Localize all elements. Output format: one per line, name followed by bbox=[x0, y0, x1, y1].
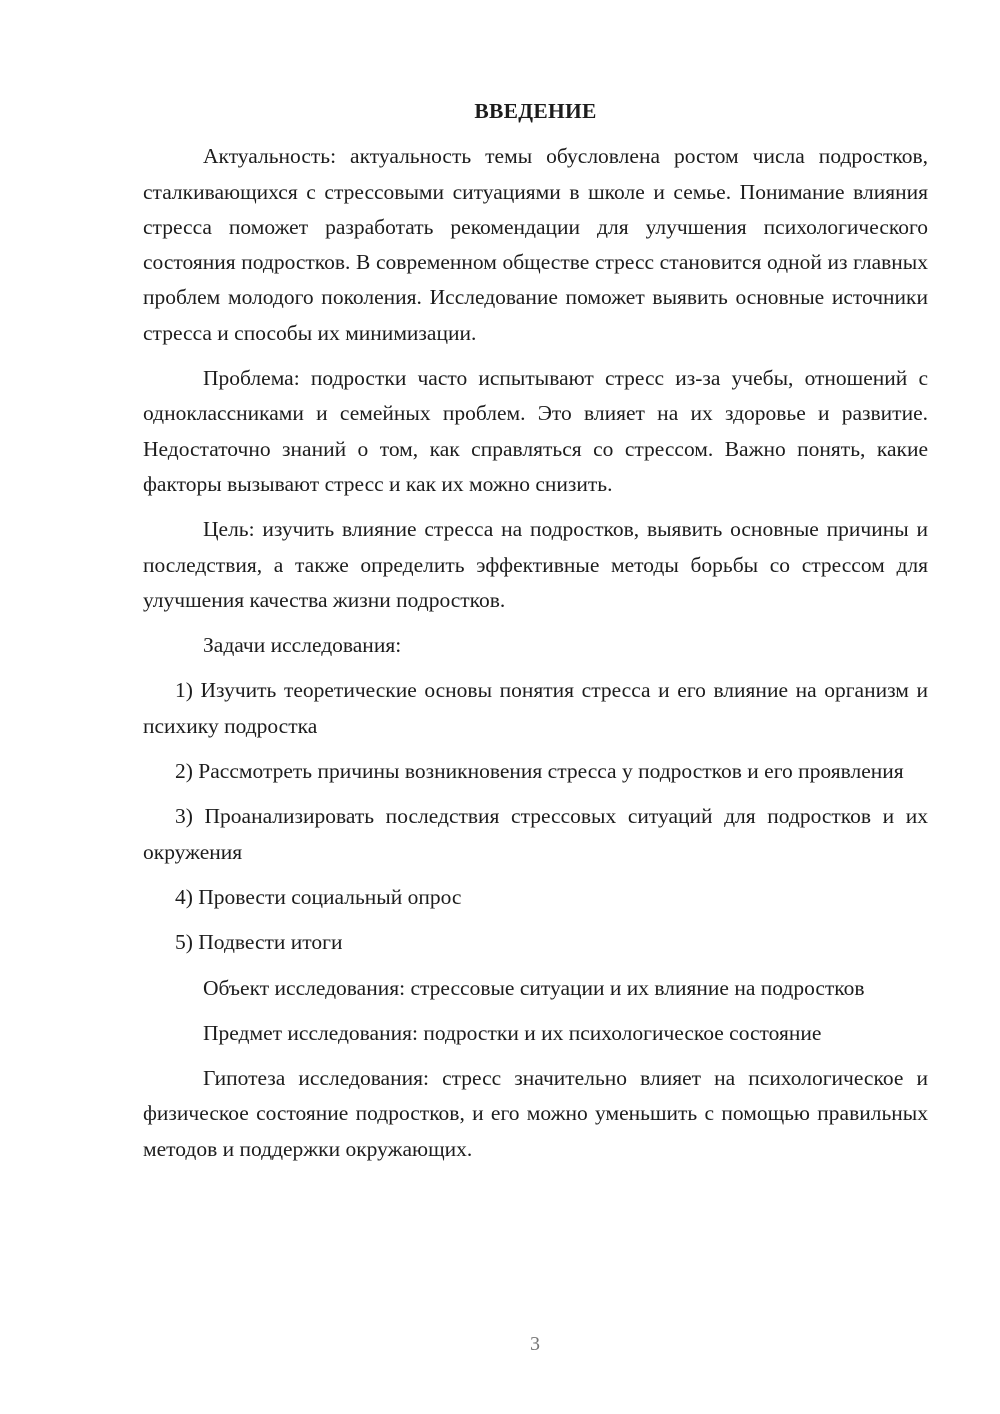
document-page bbox=[143, 94, 928, 1177]
task-item-4: 4) Провести социальный опрос bbox=[175, 884, 462, 909]
paragraph-subject: Предмет исследования: подростки и их психологическое состояние bbox=[203, 1020, 822, 1045]
paragraph-hypothesis: Гипотеза исследования: стресс значительно влияет на психологическое и физическое состояние подростков, и его можно уменьшить с помощью правильных методов и поддержки окружающих. bbox=[143, 1066, 928, 1161]
paragraph-relevance: Актуальность: актуальность темы обусловлена ростом числа подростков, сталкивающихся с стрессовыми ситуациями в школе и семье. Понимание влияния стресса поможет разработать рекомендации для улучшения психологического состояния подростков. В современном обществе стресс становится одной из главных проблем молодого поколения. Исследование поможет выявить основные источники стресса и способы их минимизации. bbox=[143, 144, 928, 345]
task-item-1: 1) Изучить теоретические основы понятия стресса и его влияние на организм и психику подростка bbox=[143, 678, 928, 738]
paragraph-object: Объект исследования: стрессовые ситуации и их влияние на подростков bbox=[203, 975, 865, 1000]
task-item-3: 3) Проанализировать последствия стрессовых ситуаций для подростков и их окружения bbox=[143, 804, 928, 864]
tasks-title: Задачи исследования: bbox=[203, 633, 402, 658]
paragraph-goal: Цель: изучить влияние стресса на подростков, выявить основные причины и последствия, а также определить эффективные методы борьбы со стрессом для улучшения качества жизни подростков. bbox=[143, 517, 928, 612]
task-item-2: 2) Рассмотреть причины возникновения стресса у подростков и его проявления bbox=[175, 759, 904, 784]
task-item-5: 5) Подвести итоги bbox=[175, 930, 343, 955]
paragraph-problem: Проблема: подростки часто испытывают стресс из-за учебы, отношений с одноклассниками и семейных проблем. Это влияет на их здоровье и развитие. Недостаточно знаний о том, как справляться со стрессом. Важно понять, какие факторы вызывают стресс и как их можно снизить. bbox=[143, 366, 928, 496]
page-number: 3 bbox=[530, 1333, 540, 1355]
page-title: ВВЕДЕНИЕ bbox=[474, 99, 597, 123]
